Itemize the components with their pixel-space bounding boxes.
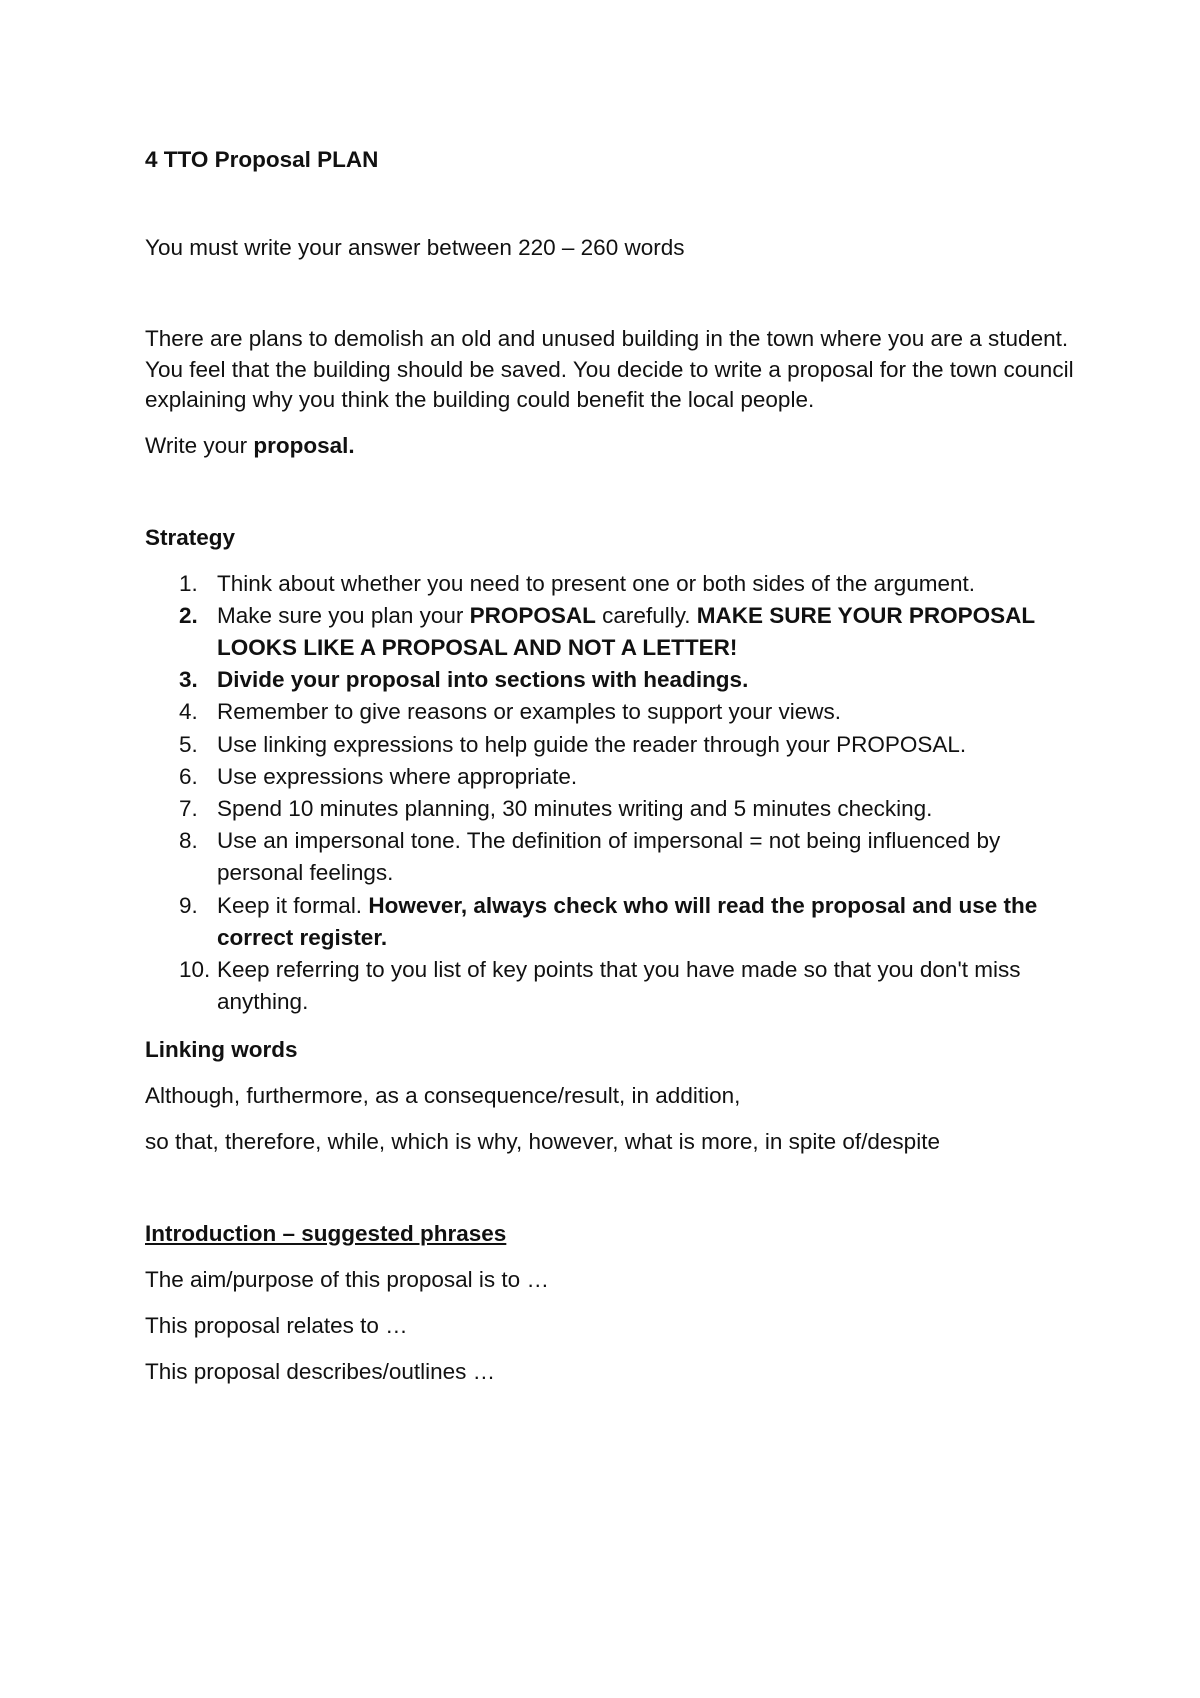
strategy-item-text: Keep it formal. <box>217 892 369 918</box>
strategy-item-bold-text: MAKE SURE YOUR PROPOSAL LOOKS LIKE A PROPOSAL AND NOT A LETTER! <box>217 602 1035 660</box>
write-instruction <box>145 430 1085 462</box>
write-instruction-bold: proposal. <box>253 432 355 458</box>
list-number: 8. <box>179 828 198 854</box>
list-number: 3. <box>179 667 198 693</box>
word-limit-instruction: You must write your answer between 220 – 260 words <box>145 235 685 260</box>
list-number: 2. <box>179 602 198 628</box>
strategy-item-3 <box>145 664 1085 696</box>
strategy-item-text: Make sure you plan your <box>217 602 470 628</box>
strategy-item-bold-text: Divide your proposal into sections with headings. <box>217 667 749 693</box>
strategy-item-text: Use an impersonal tone. The definition of impersonal = not being influenced by personal feelings. <box>217 828 1001 886</box>
strategy-item-text: Use expressions where appropriate. <box>217 763 578 789</box>
strategy-item-6 <box>145 761 1085 793</box>
strategy-item-9 <box>145 890 1085 954</box>
strategy-item-4 <box>145 696 1085 728</box>
linking-words-line-2: so that, therefore, while, which is why, however, what is more, in spite of/despite <box>145 1129 940 1155</box>
list-number: 5. <box>179 731 198 757</box>
list-number: 10. <box>179 956 211 982</box>
strategy-item-text: carefully. <box>595 602 697 628</box>
task-paragraph: There are plans to demolish an old and unused building in the town where you are a student. You feel that the building should be saved. You decide to write a proposal for the town council explaining why you think the building could benefit the local people. <box>145 326 1074 412</box>
strategy-item-text: Use linking expressions to help guide the reader through your PROPOSAL. <box>217 731 967 757</box>
strategy-item-bold-text: PROPOSAL <box>469 602 596 628</box>
list-number: 1. <box>179 570 198 596</box>
list-number: 4. <box>179 699 198 725</box>
linking-words-line-1: Although, furthermore, as a consequence/result, in addition, <box>145 1083 741 1109</box>
linking-words-heading: Linking words <box>145 1037 298 1063</box>
strategy-item-1 <box>145 568 1085 600</box>
intro-phrase-1: The aim/purpose of this proposal is to … <box>145 1267 549 1293</box>
strategy-list <box>145 568 1085 1019</box>
strategy-item-10 <box>145 954 1085 1018</box>
strategy-item-text: Keep referring to you list of key points that you have made so that you don't miss anything. <box>217 956 1021 1015</box>
strategy-heading: Strategy <box>145 524 236 550</box>
strategy-item-5 <box>145 729 1085 761</box>
strategy-item-text: Spend 10 minutes planning, 30 minutes writing and 5 minutes checking. <box>217 795 933 821</box>
strategy-item-text: Remember to give reasons or examples to support your views. <box>217 699 842 725</box>
document-title: 4 TTO Proposal PLAN <box>145 147 379 172</box>
write-instruction-prefix: Write your <box>145 432 254 458</box>
strategy-item-8 <box>145 825 1085 889</box>
strategy-item-bold-text: However, always check who will read the proposal and use the correct register. <box>217 892 1038 950</box>
list-number: 6. <box>179 763 198 789</box>
intro-phrase-3: This proposal describes/outlines … <box>145 1359 496 1385</box>
strategy-item-text: Think about whether you need to present one or both sides of the argument. <box>217 570 975 596</box>
strategy-item-2 <box>145 600 1085 664</box>
strategy-item-7 <box>145 793 1085 825</box>
introduction-heading: Introduction – suggested phrases <box>145 1221 507 1247</box>
list-number: 7. <box>179 795 198 821</box>
intro-phrase-2: This proposal relates to … <box>145 1313 408 1339</box>
list-number: 9. <box>179 892 198 918</box>
document-page <box>145 144 1085 1388</box>
